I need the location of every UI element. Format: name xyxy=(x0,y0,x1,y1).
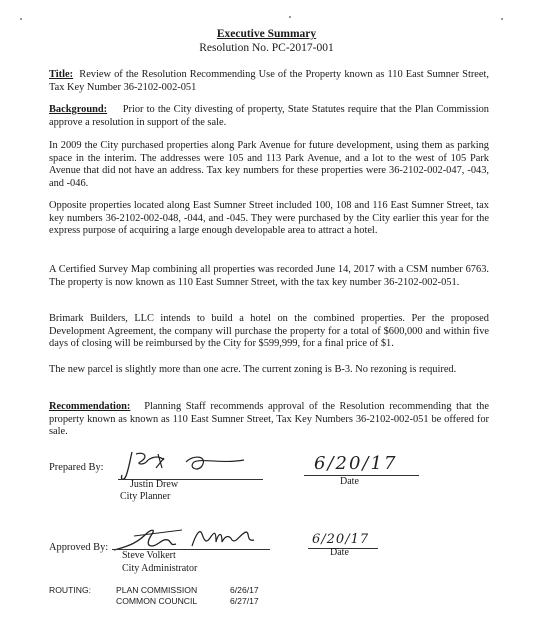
body-paragraph: A Certified Survey Map combining all properties was recorded June 14, 2017 with a CSM number 6763. The property is now known as 110 East Sumner Street, with the tax key number 36-2102-002-051. xyxy=(49,264,489,288)
approved-name: Steve Volkert xyxy=(122,550,176,561)
routing-body: COMMON COUNCIL xyxy=(116,596,198,606)
scan-speck xyxy=(501,18,503,20)
title-paragraph xyxy=(49,69,489,94)
prepared-date-line xyxy=(304,475,419,476)
prepared-date-label: Date xyxy=(340,476,359,487)
body-paragraph: The new parcel is slightly more than one acre. The current zoning is B-3. No rezoning is required. xyxy=(49,364,457,375)
background-text: Prior to the City divesting of property, State Statutes require that the Plan Commission approve a resolution in support of the sale. xyxy=(49,104,489,128)
body-paragraph: Brimark Builders, LLC intends to build a hotel on the combined properties. Per the proposed Development Agreement, the company will purchase the property for a total of $600,000 and within five days of closing will be reimbursed by the City for $599,999, for a final price of $1. xyxy=(49,313,489,350)
routing-date: 6/26/17 xyxy=(230,585,259,595)
prepared-by-label: Prepared By: xyxy=(49,462,104,473)
prepared-role: City Planner xyxy=(120,491,171,502)
approved-role: City Administrator xyxy=(122,563,198,574)
title-label: Title: xyxy=(49,69,74,80)
resolution-number: Resolution No. PC-2017-001 xyxy=(199,42,334,54)
prepared-date-handwritten: 6/20/17 xyxy=(314,453,398,474)
document-title: Executive Summary xyxy=(216,28,317,40)
routing-label: ROUTING: xyxy=(49,585,92,595)
scan-speck xyxy=(289,16,291,18)
routing-body: PLAN COMMISSION xyxy=(116,585,198,595)
title-text: Review of the Resolution Recommending Use of the Property known as 110 East Sumner Street, Tax Key Number 36-2102-002-051 xyxy=(49,69,489,93)
approved-date-label: Date xyxy=(330,547,349,558)
background-label: Background: xyxy=(49,104,108,115)
approved-by-label: Approved By: xyxy=(49,542,109,553)
body-paragraph: In 2009 the City purchased properties along Park Avenue for future development, using them as parking space in the interim. The addresses were 105 and 113 Park Avenue, and a lot to the west of 105 Park Avenue that did not have an address. Tax key numbers for these properties were 36-2102-002-047, -043, and -046. xyxy=(49,140,489,189)
recommendation-text: Planning Staff recommends approval of the Resolution recommending that the property known as known as 110 East Sumner Street, Tax Key Numbers 36-2102-002-051 be offered for sale. xyxy=(49,401,489,438)
routing-date: 6/27/17 xyxy=(230,596,259,606)
recommendation-paragraph xyxy=(49,401,489,439)
document-header xyxy=(0,27,533,55)
prepared-name: Justin Drew xyxy=(130,479,179,490)
body-paragraph: Opposite properties located along East Sumner Street included 100, 108 and 116 East Sumner Street, tax key numbers 36-2102-002-048, -044, and -045. They were purchased by the City earlier this year for the express purpose of acquiring a large enough developable area to attract a hotel. xyxy=(49,200,489,237)
scan-speck xyxy=(20,18,22,20)
recommendation-label: Recommendation: xyxy=(49,401,131,412)
background-paragraph xyxy=(49,104,489,129)
approved-date-handwritten: 6/20/17 xyxy=(312,532,370,547)
